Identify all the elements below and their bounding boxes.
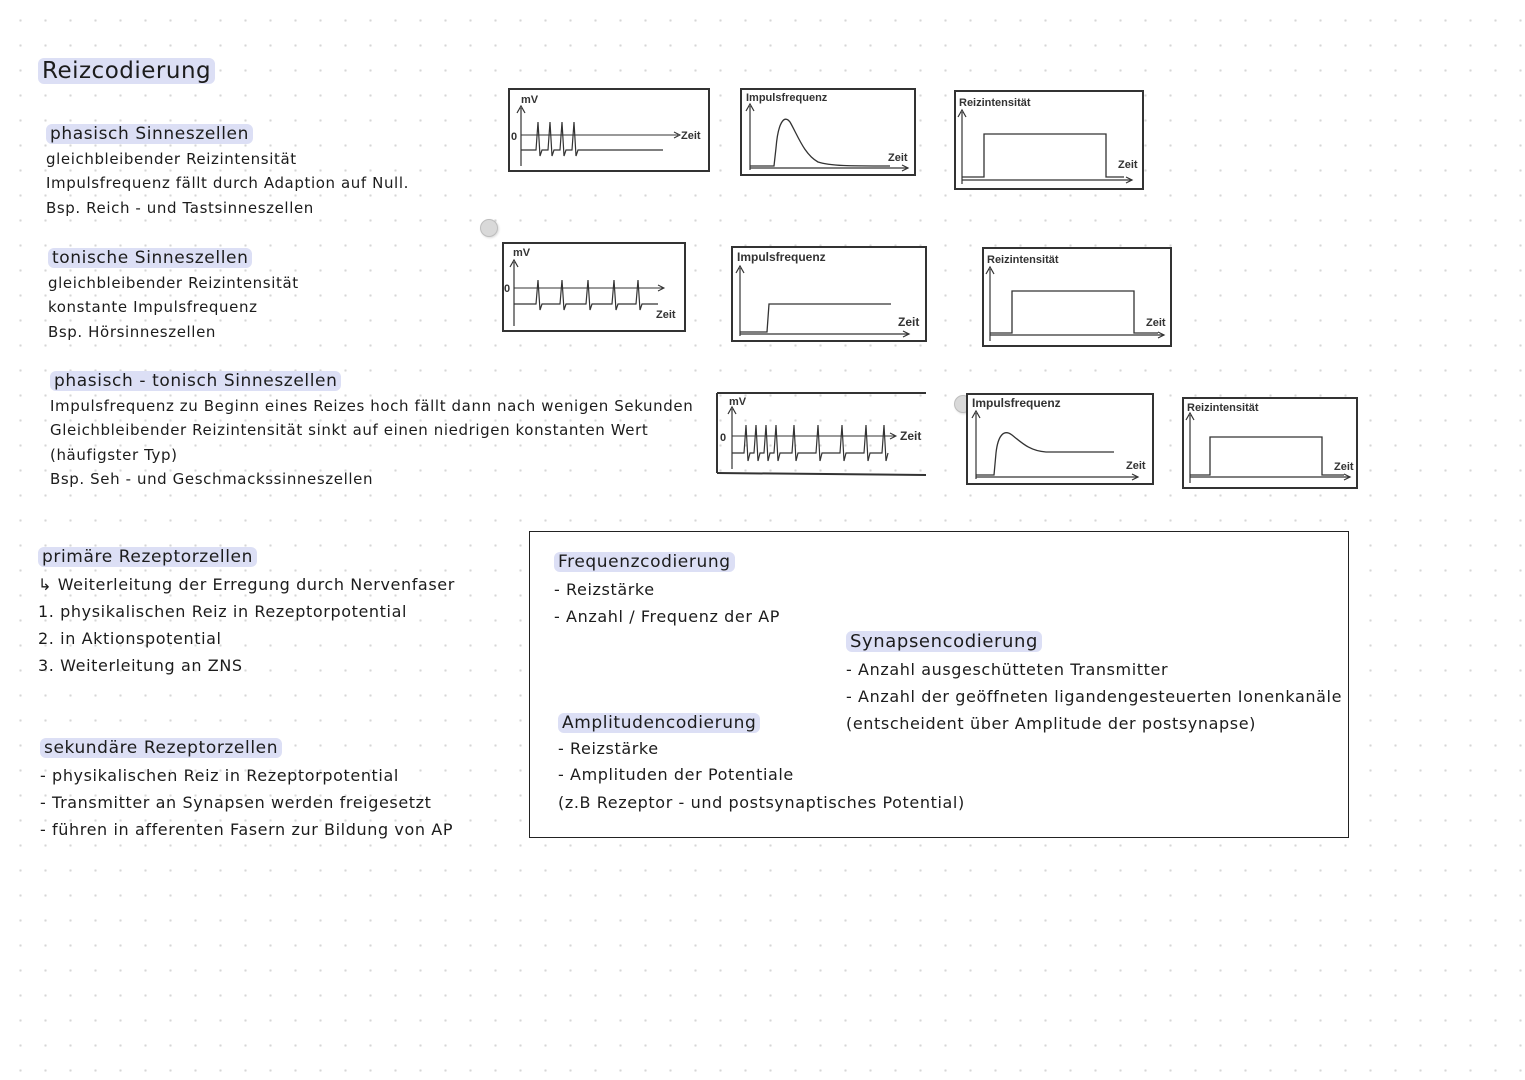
axis-label-mv: mV [729, 396, 747, 408]
text-line: konstante Impulsfrequenz [48, 298, 258, 316]
axis-label-impulsfrequenz: Impulsfrequenz [746, 92, 828, 104]
text-line: gleichbleibender Reizintensität [46, 149, 297, 168]
axis-label-impulsfrequenz: Impulsfrequenz [737, 250, 826, 264]
text-line: Impulsfrequenz fällt durch Adaption auf Null. [46, 174, 409, 192]
text-line: - Anzahl der geöffneten ligandengesteuerten Ionenkanäle [846, 687, 1343, 706]
text-line: Gleichbleibender Reizintensität sinkt auf einen niedrigen konstanten Wert [50, 421, 649, 439]
text-line: - Anzahl ausgeschütteten Transmitter [846, 660, 1169, 679]
diagram-tonisch-reizintensitaet [982, 247, 1172, 347]
heading-phasisch: phasisch Sinneszellen [46, 124, 253, 144]
heading-phasisch-tonisch: phasisch - tonisch Sinneszellen [50, 371, 341, 391]
axis-zero-label: 0 [504, 283, 511, 295]
text-line: (z.B Rezeptor - und postsynaptisches Potential) [558, 793, 965, 812]
section-tonisch [48, 246, 299, 344]
frequenzcodierung [554, 548, 780, 630]
text-line: 1. physikalischen Reiz in Rezeptorpotential [38, 602, 408, 621]
heading-sekundaer: sekundäre Rezeptorzellen [40, 738, 282, 758]
text-line: - Reizstärke [554, 580, 655, 599]
axis-zero-label: 0 [511, 131, 518, 143]
diagram-phasisch-reizintensitaet [954, 90, 1144, 190]
diagram-phasisch-mv [508, 88, 710, 172]
section-primaer [38, 543, 455, 679]
page-title: Reizcodierung [38, 58, 215, 84]
diagram-phasisch-tonisch-impulsfrequenz [966, 393, 1154, 485]
section-phasisch [46, 122, 409, 220]
text-line: - Amplituden der Potentiale [558, 765, 794, 784]
heading-primaer: primäre Rezeptorzellen [38, 547, 257, 567]
heading-frequenzcodierung: Frequenzcodierung [554, 552, 735, 572]
section-phasisch-tonisch [50, 369, 693, 492]
diagram-phasisch-impulsfrequenz [740, 88, 916, 176]
axis-label-zeit: Zeit [681, 130, 701, 142]
axis-label-mv: mV [513, 247, 531, 259]
section-sekundaer [40, 734, 453, 843]
axis-label-zeit: Zeit [1146, 317, 1166, 329]
axis-label-zeit: Zeit [900, 429, 922, 443]
axis-label-zeit: Zeit [888, 152, 908, 164]
axis-label-mv: mV [521, 94, 539, 106]
axis-label-reizintensitaet: Reizintensität [1187, 402, 1259, 414]
text-line: - Reizstärke [558, 739, 659, 758]
text-line: - führen in afferenten Fasern zur Bildung von AP [40, 820, 454, 839]
heading-amplitudencodierung: Amplitudencodierung [558, 713, 760, 733]
text-line: - Transmitter an Synapsen werden freigesetzt [40, 793, 432, 812]
text-line: Impulsfrequenz zu Beginn eines Reizes hoch fällt dann nach wenigen Sekunden [50, 396, 694, 415]
diagram-phasisch-tonisch-mv [716, 391, 928, 479]
axis-label-reizintensitaet: Reizintensität [959, 97, 1031, 109]
text-line: - Anzahl / Frequenz der AP [554, 607, 781, 626]
axis-label-zeit: Zeit [1126, 460, 1146, 472]
text-line: 2. in Aktionspotential [38, 629, 222, 648]
diagram-tonisch-impulsfrequenz [731, 246, 927, 342]
text-line: - physikalischen Reiz in Rezeptorpotential [40, 766, 399, 785]
axis-label-reizintensitaet: Reizintensität [987, 254, 1059, 266]
text-line: Bsp. Hörsinneszellen [48, 322, 216, 341]
axis-label-zeit: Zeit [1118, 159, 1138, 171]
text-line: (häufigster Typ) [50, 445, 178, 464]
diagram-phasisch-tonisch-reizintensitaet [1182, 397, 1358, 489]
synapsencodierung [846, 628, 1342, 737]
diagram-tonisch-mv [502, 242, 686, 332]
axis-label-impulsfrequenz: Impulsfrequenz [972, 396, 1061, 410]
codierung-box [529, 531, 1349, 838]
text-line: Bsp. Seh - und Geschmackssinneszellen [50, 470, 374, 488]
text-line: (entscheident über Amplitude der postsynapse) [846, 714, 1256, 733]
axis-zero-label: 0 [720, 432, 727, 444]
text-line: gleichbleibender Reizintensität [48, 273, 299, 292]
text-line: ↳ Weiterleitung der Erregung durch Nervenfaser [38, 575, 455, 594]
axis-label-zeit: Zeit [898, 315, 920, 329]
text-line: 3. Weiterleitung an ZNS [38, 656, 243, 675]
axis-label-zeit: Zeit [1334, 461, 1354, 473]
pin-icon [480, 219, 498, 237]
axis-label-zeit: Zeit [656, 309, 676, 321]
heading-synapsencodierung: Synapsencodierung [846, 631, 1042, 652]
text-line: Bsp. Reich - und Tastsinneszellen [46, 198, 314, 217]
heading-tonisch: tonische Sinneszellen [48, 248, 252, 268]
